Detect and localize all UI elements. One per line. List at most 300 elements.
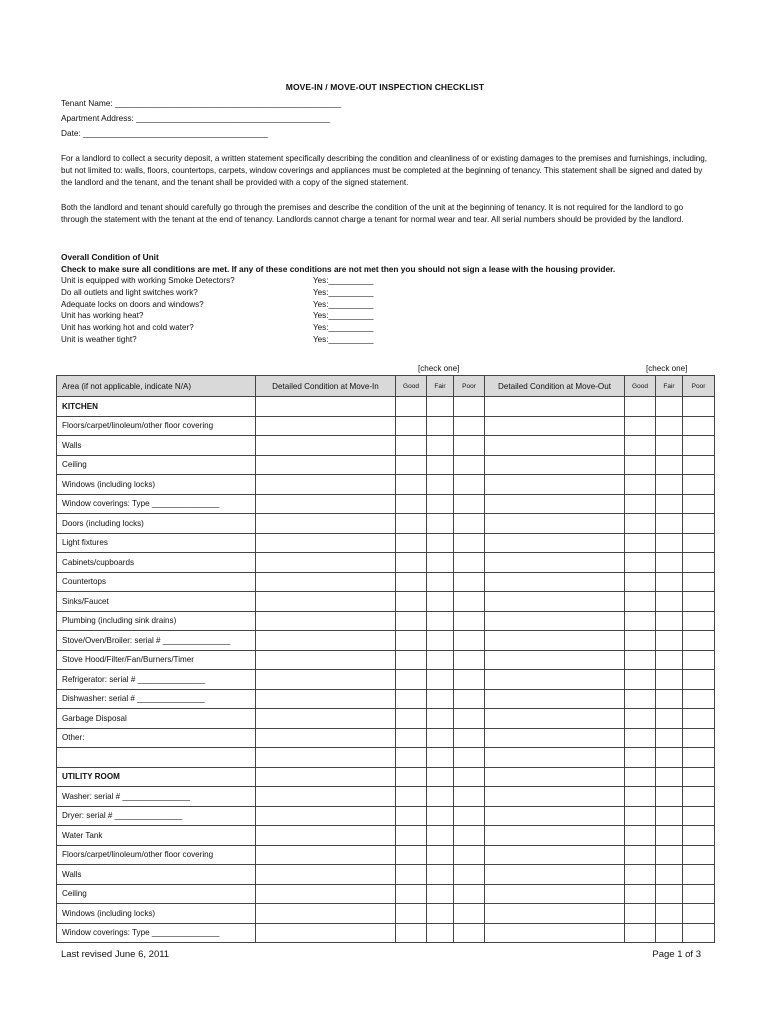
- move-out-good-cell[interactable]: [625, 806, 656, 826]
- move-in-poor-cell[interactable]: [454, 592, 485, 612]
- overall-condition-yes-field[interactable]: Yes:__________: [313, 299, 374, 309]
- move-in-poor-header: Poor: [454, 376, 485, 397]
- tenant-name-field[interactable]: Tenant Name: _________________________________________________: [61, 98, 342, 108]
- move-out-condition-cell[interactable]: [485, 553, 625, 573]
- move-in-poor-cell[interactable]: [454, 787, 485, 807]
- move-in-good-cell[interactable]: [396, 631, 427, 651]
- move-out-good-cell[interactable]: [625, 728, 656, 748]
- move-in-condition-cell[interactable]: [256, 806, 396, 826]
- move-in-poor-cell[interactable]: [454, 631, 485, 651]
- table-row: [57, 826, 715, 846]
- move-out-fair-cell[interactable]: [656, 416, 683, 436]
- move-out-condition-cell[interactable]: [485, 494, 625, 514]
- move-in-good-cell[interactable]: [396, 514, 427, 534]
- move-in-poor-cell[interactable]: [454, 748, 485, 768]
- table-row: [57, 455, 715, 475]
- move-in-good-cell[interactable]: [396, 397, 427, 417]
- move-out-poor-cell[interactable]: [683, 494, 715, 514]
- move-out-condition-cell[interactable]: [485, 416, 625, 436]
- move-in-good-cell[interactable]: [396, 455, 427, 475]
- move-in-good-cell[interactable]: [396, 572, 427, 592]
- move-out-condition-cell[interactable]: [485, 728, 625, 748]
- move-in-fair-cell[interactable]: [427, 455, 454, 475]
- move-out-fair-cell[interactable]: [656, 787, 683, 807]
- move-out-good-cell[interactable]: [625, 845, 656, 865]
- move-in-poor-cell[interactable]: [454, 611, 485, 631]
- move-out-poor-cell[interactable]: [683, 904, 715, 924]
- move-out-poor-cell[interactable]: [683, 806, 715, 826]
- area-label: Walls: [57, 436, 256, 456]
- move-in-condition-cell[interactable]: [256, 904, 396, 924]
- table-row: [57, 611, 715, 631]
- table-row: [57, 806, 715, 826]
- move-in-poor-cell[interactable]: [454, 416, 485, 436]
- check-one-label-move-in: [check one]: [418, 364, 460, 373]
- move-out-good-cell[interactable]: [625, 494, 656, 514]
- move-in-fair-cell[interactable]: [427, 514, 454, 534]
- overall-condition-question: Unit is weather tight?: [61, 335, 137, 344]
- security-deposit-paragraph: For a landlord to collect a security deposit, a written statement specifically describing the condition and cleanliness of or existing damages to the premises and furnishings, including, but not limited to: walls, floors, countertops, carpets, window coverings and appliances must be completed at the beginning of tenancy. This statement shall be signed and dated by the landlord and the tenant, and the tenant shall be provided with a copy of the signed statement.: [61, 154, 708, 187]
- move-in-poor-cell[interactable]: [454, 767, 485, 787]
- move-in-good-cell[interactable]: [396, 689, 427, 709]
- move-out-fair-cell[interactable]: [656, 533, 683, 553]
- table-row: [57, 572, 715, 592]
- area-label: Stove Hood/Filter/Fan/Burners/Timer: [57, 650, 256, 670]
- move-in-condition-cell[interactable]: [256, 884, 396, 904]
- table-row: [57, 923, 715, 943]
- move-in-good-cell[interactable]: [396, 709, 427, 729]
- move-out-fair-cell[interactable]: [656, 767, 683, 787]
- move-in-poor-cell[interactable]: [454, 436, 485, 456]
- move-out-poor-cell[interactable]: [683, 728, 715, 748]
- move-in-condition-cell[interactable]: [256, 845, 396, 865]
- check-one-label-move-out: [check one]: [646, 364, 688, 373]
- move-out-poor-cell[interactable]: [683, 709, 715, 729]
- move-out-fair-cell[interactable]: [656, 884, 683, 904]
- move-in-poor-cell[interactable]: [454, 806, 485, 826]
- move-out-poor-cell[interactable]: [683, 592, 715, 612]
- move-out-fair-cell[interactable]: [656, 553, 683, 573]
- table-row: [57, 533, 715, 553]
- move-in-fair-cell[interactable]: [427, 533, 454, 553]
- move-out-condition-cell[interactable]: [485, 670, 625, 690]
- move-out-fair-cell[interactable]: [656, 397, 683, 417]
- inspection-table: [56, 375, 715, 943]
- move-out-poor-cell[interactable]: [683, 514, 715, 534]
- move-in-good-cell[interactable]: [396, 787, 427, 807]
- move-in-fair-cell[interactable]: [427, 806, 454, 826]
- move-out-good-cell[interactable]: [625, 475, 656, 495]
- move-out-good-cell[interactable]: [625, 436, 656, 456]
- move-in-good-cell[interactable]: [396, 592, 427, 612]
- table-row: [57, 631, 715, 651]
- move-in-fair-cell[interactable]: [427, 865, 454, 885]
- move-out-good-cell[interactable]: [625, 787, 656, 807]
- move-out-condition-cell[interactable]: [485, 904, 625, 924]
- area-column-header: Area (if not applicable, indicate N/A): [57, 376, 256, 397]
- move-in-fair-cell[interactable]: [427, 611, 454, 631]
- move-out-condition-cell[interactable]: [485, 592, 625, 612]
- area-label: Light fixtures: [57, 533, 256, 553]
- move-out-condition-cell[interactable]: [485, 455, 625, 475]
- move-out-poor-cell[interactable]: [683, 553, 715, 573]
- move-out-condition-cell[interactable]: [485, 572, 625, 592]
- area-label: Windows (including locks): [57, 904, 256, 924]
- move-out-fair-cell[interactable]: [656, 631, 683, 651]
- move-out-condition-cell[interactable]: [485, 650, 625, 670]
- move-in-fair-cell[interactable]: [427, 787, 454, 807]
- move-out-fair-cell[interactable]: [656, 650, 683, 670]
- overall-condition-yes-field[interactable]: Yes:__________: [313, 287, 374, 297]
- move-out-poor-cell[interactable]: [683, 533, 715, 553]
- area-label: [57, 748, 256, 768]
- move-out-good-cell[interactable]: [625, 865, 656, 885]
- move-out-good-cell[interactable]: [625, 884, 656, 904]
- move-out-poor-cell[interactable]: [683, 611, 715, 631]
- move-in-fair-cell[interactable]: [427, 650, 454, 670]
- table-row: [57, 689, 715, 709]
- move-out-good-cell[interactable]: [625, 631, 656, 651]
- move-in-good-cell[interactable]: [396, 416, 427, 436]
- move-in-condition-cell[interactable]: [256, 650, 396, 670]
- move-out-good-cell[interactable]: [625, 923, 656, 943]
- move-in-poor-cell[interactable]: [454, 865, 485, 885]
- move-out-condition-cell[interactable]: [485, 611, 625, 631]
- move-in-fair-cell[interactable]: [427, 904, 454, 924]
- move-out-condition-header: Detailed Condition at Move-Out: [485, 376, 625, 397]
- move-out-condition-cell[interactable]: [485, 709, 625, 729]
- overall-condition-question: Unit is equipped with working Smoke Detectors?: [61, 276, 235, 285]
- area-label: Other:: [57, 728, 256, 748]
- move-out-condition-cell[interactable]: [485, 865, 625, 885]
- move-out-fair-cell[interactable]: [656, 514, 683, 534]
- overall-condition-instructions: Check to make sure all conditions are met. If any of these conditions are not met then you should not sign a lease with the housing provider.: [61, 264, 616, 274]
- move-out-poor-cell[interactable]: [683, 436, 715, 456]
- move-in-condition-cell[interactable]: [256, 533, 396, 553]
- move-in-fair-cell[interactable]: [427, 767, 454, 787]
- table-row: [57, 553, 715, 573]
- move-in-fair-cell[interactable]: [427, 728, 454, 748]
- move-in-poor-cell[interactable]: [454, 650, 485, 670]
- overall-condition-question: Adequate locks on doors and windows?: [61, 299, 204, 309]
- overall-condition-yes-field[interactable]: Yes:__________: [313, 276, 374, 285]
- move-out-fair-cell[interactable]: [656, 475, 683, 495]
- move-out-fair-cell[interactable]: [656, 455, 683, 475]
- move-out-condition-cell[interactable]: [485, 475, 625, 495]
- move-in-condition-cell[interactable]: [256, 475, 396, 495]
- move-in-poor-cell[interactable]: [454, 923, 485, 943]
- move-in-condition-cell[interactable]: [256, 611, 396, 631]
- move-in-poor-cell[interactable]: [454, 845, 485, 865]
- move-in-poor-cell[interactable]: [454, 884, 485, 904]
- move-out-poor-cell[interactable]: [683, 923, 715, 943]
- move-in-fair-cell[interactable]: [427, 748, 454, 768]
- move-in-good-cell[interactable]: [396, 845, 427, 865]
- table-row: [57, 865, 715, 885]
- move-out-fair-cell[interactable]: [656, 689, 683, 709]
- move-in-poor-cell[interactable]: [454, 572, 485, 592]
- move-out-fair-cell[interactable]: [656, 904, 683, 924]
- move-out-poor-cell[interactable]: [683, 884, 715, 904]
- move-in-poor-cell[interactable]: [454, 397, 485, 417]
- move-in-condition-cell[interactable]: [256, 416, 396, 436]
- page-number: Page 1 of 3: [652, 949, 701, 960]
- area-label: Window coverings: Type _______________: [57, 494, 256, 514]
- overall-condition-question: Unit has working heat?: [61, 311, 144, 321]
- move-out-poor-cell[interactable]: [683, 670, 715, 690]
- section-title: KITCHEN: [57, 397, 256, 417]
- move-out-condition-cell[interactable]: [485, 787, 625, 807]
- move-in-condition-cell[interactable]: [256, 572, 396, 592]
- overall-condition-yes-field[interactable]: Yes:__________: [313, 323, 374, 333]
- move-out-good-cell[interactable]: [625, 397, 656, 417]
- move-out-condition-cell[interactable]: [485, 436, 625, 456]
- move-in-fair-cell[interactable]: [427, 397, 454, 417]
- move-out-poor-cell[interactable]: [683, 650, 715, 670]
- move-in-poor-cell[interactable]: [454, 514, 485, 534]
- move-in-good-cell[interactable]: [396, 904, 427, 924]
- inspection-paragraph: Both the landlord and tenant should carefully go through the premises and describe the condition of the unit at the beginning of tenancy. It is not required for the landlord to go through the statement with the tenant at the end of tenancy. Landlords cannot charge a tenant for normal wear and tear. All serial numbers should be provided by the landlord.: [61, 203, 684, 224]
- area-label: Garbage Disposal: [57, 709, 256, 729]
- move-out-poor-cell[interactable]: [683, 397, 715, 417]
- area-label: Dryer: serial # _______________: [57, 806, 256, 826]
- move-out-good-cell[interactable]: [625, 748, 656, 768]
- move-in-good-cell[interactable]: [396, 533, 427, 553]
- move-in-condition-cell[interactable]: [256, 865, 396, 885]
- move-in-condition-cell[interactable]: [256, 826, 396, 846]
- area-label: Walls: [57, 865, 256, 885]
- move-in-fair-cell[interactable]: [427, 592, 454, 612]
- area-label: Water Tank: [57, 826, 256, 846]
- move-in-condition-header: Detailed Condition at Move-In: [256, 376, 396, 397]
- move-out-fair-cell[interactable]: [656, 806, 683, 826]
- area-label: Ceiling: [57, 455, 256, 475]
- move-out-condition-cell[interactable]: [485, 514, 625, 534]
- move-in-poor-cell[interactable]: [454, 475, 485, 495]
- move-out-condition-cell[interactable]: [485, 748, 625, 768]
- area-label: Window coverings: Type _______________: [57, 923, 256, 943]
- move-in-good-cell[interactable]: [396, 436, 427, 456]
- move-in-poor-cell[interactable]: [454, 494, 485, 514]
- move-out-poor-cell[interactable]: [683, 689, 715, 709]
- move-out-fair-cell[interactable]: [656, 670, 683, 690]
- move-in-fair-cell[interactable]: [427, 670, 454, 690]
- move-in-condition-cell[interactable]: [256, 923, 396, 943]
- move-out-good-cell[interactable]: [625, 709, 656, 729]
- move-in-good-cell[interactable]: [396, 650, 427, 670]
- move-in-poor-cell[interactable]: [454, 533, 485, 553]
- move-in-condition-cell[interactable]: [256, 514, 396, 534]
- move-in-good-cell[interactable]: [396, 728, 427, 748]
- overall-condition-yes-field[interactable]: Yes:__________: [313, 311, 374, 321]
- move-out-condition-cell[interactable]: [485, 689, 625, 709]
- move-out-poor-cell[interactable]: [683, 455, 715, 475]
- move-in-condition-cell[interactable]: [256, 767, 396, 787]
- move-out-fair-cell[interactable]: [656, 436, 683, 456]
- move-in-condition-cell[interactable]: [256, 592, 396, 612]
- table-row: [57, 494, 715, 514]
- move-in-condition-cell[interactable]: [256, 397, 396, 417]
- move-in-good-cell[interactable]: [396, 553, 427, 573]
- move-in-fair-cell[interactable]: [427, 826, 454, 846]
- table-row: [57, 650, 715, 670]
- table-row: [57, 728, 715, 748]
- move-in-poor-cell[interactable]: [454, 904, 485, 924]
- move-in-fair-cell[interactable]: [427, 709, 454, 729]
- move-out-poor-cell[interactable]: [683, 826, 715, 846]
- move-in-good-cell[interactable]: [396, 494, 427, 514]
- move-out-good-cell[interactable]: [625, 416, 656, 436]
- move-out-good-cell[interactable]: [625, 904, 656, 924]
- table-row: [57, 845, 715, 865]
- overall-condition-heading: Overall Condition of Unit: [61, 252, 159, 262]
- move-in-poor-cell[interactable]: [454, 709, 485, 729]
- move-in-fair-cell[interactable]: [427, 572, 454, 592]
- table-row: [57, 514, 715, 534]
- move-out-poor-cell[interactable]: [683, 787, 715, 807]
- area-label: Ceiling: [57, 884, 256, 904]
- move-out-good-cell[interactable]: [625, 767, 656, 787]
- move-out-fair-cell[interactable]: [656, 923, 683, 943]
- move-in-poor-cell[interactable]: [454, 689, 485, 709]
- move-out-poor-cell[interactable]: [683, 475, 715, 495]
- table-row: [57, 436, 715, 456]
- move-out-fair-cell[interactable]: [656, 826, 683, 846]
- area-label: Sinks/Faucet: [57, 592, 256, 612]
- move-out-condition-cell[interactable]: [485, 826, 625, 846]
- overall-condition-yes-field[interactable]: Yes:__________: [313, 335, 374, 344]
- table-row: [57, 904, 715, 924]
- move-out-poor-cell[interactable]: [683, 416, 715, 436]
- move-out-good-cell[interactable]: [625, 689, 656, 709]
- move-in-condition-cell[interactable]: [256, 436, 396, 456]
- move-in-fair-cell[interactable]: [427, 475, 454, 495]
- move-in-condition-cell[interactable]: [256, 728, 396, 748]
- move-out-condition-cell[interactable]: [485, 806, 625, 826]
- move-out-fair-cell[interactable]: [656, 748, 683, 768]
- move-in-poor-cell[interactable]: [454, 670, 485, 690]
- table-row: [57, 884, 715, 904]
- move-in-poor-cell[interactable]: [454, 455, 485, 475]
- area-label: Floors/carpet/linoleum/other floor covering: [57, 845, 256, 865]
- move-in-fair-cell[interactable]: [427, 631, 454, 651]
- move-in-good-cell[interactable]: [396, 475, 427, 495]
- move-out-fair-cell[interactable]: [656, 611, 683, 631]
- move-in-condition-cell[interactable]: [256, 455, 396, 475]
- move-out-good-cell[interactable]: [625, 514, 656, 534]
- move-out-good-cell[interactable]: [625, 826, 656, 846]
- move-out-good-header: Good: [625, 376, 656, 397]
- area-label: Refrigerator: serial # _______________: [57, 670, 256, 690]
- move-in-good-header: Good: [396, 376, 427, 397]
- move-in-fair-cell[interactable]: [427, 436, 454, 456]
- move-in-poor-cell[interactable]: [454, 728, 485, 748]
- move-in-good-cell[interactable]: [396, 767, 427, 787]
- move-out-good-cell[interactable]: [625, 611, 656, 631]
- move-out-condition-cell[interactable]: [485, 533, 625, 553]
- move-in-good-cell[interactable]: [396, 865, 427, 885]
- move-out-condition-cell[interactable]: [485, 397, 625, 417]
- move-out-condition-cell[interactable]: [485, 845, 625, 865]
- move-in-condition-cell[interactable]: [256, 553, 396, 573]
- move-out-fair-cell[interactable]: [656, 728, 683, 748]
- move-in-fair-header: Fair: [427, 376, 454, 397]
- move-out-good-cell[interactable]: [625, 455, 656, 475]
- move-in-condition-cell[interactable]: [256, 494, 396, 514]
- move-out-poor-cell[interactable]: [683, 767, 715, 787]
- move-out-condition-cell[interactable]: [485, 884, 625, 904]
- move-out-poor-cell[interactable]: [683, 748, 715, 768]
- table-row: [57, 709, 715, 729]
- move-out-fair-cell[interactable]: [656, 865, 683, 885]
- table-row: [57, 670, 715, 690]
- move-out-poor-cell[interactable]: [683, 572, 715, 592]
- move-in-fair-cell[interactable]: [427, 923, 454, 943]
- move-in-fair-cell[interactable]: [427, 845, 454, 865]
- move-out-good-cell[interactable]: [625, 533, 656, 553]
- area-label: Doors (including locks): [57, 514, 256, 534]
- move-in-good-cell[interactable]: [396, 748, 427, 768]
- area-label: Floors/carpet/linoleum/other floor covering: [57, 416, 256, 436]
- move-in-good-cell[interactable]: [396, 923, 427, 943]
- move-in-condition-cell[interactable]: [256, 709, 396, 729]
- page-title: MOVE-IN / MOVE-OUT INSPECTION CHECKLIST: [285, 82, 485, 92]
- move-out-good-cell[interactable]: [625, 572, 656, 592]
- move-in-condition-cell[interactable]: [256, 748, 396, 768]
- move-out-good-cell[interactable]: [625, 553, 656, 573]
- table-section-row: [57, 767, 715, 787]
- move-in-poor-cell[interactable]: [454, 826, 485, 846]
- move-out-good-cell[interactable]: [625, 592, 656, 612]
- move-in-good-cell[interactable]: [396, 806, 427, 826]
- move-out-fair-cell[interactable]: [656, 845, 683, 865]
- move-in-fair-cell[interactable]: [427, 884, 454, 904]
- table-header-row: [57, 376, 715, 397]
- move-in-good-cell[interactable]: [396, 884, 427, 904]
- move-out-condition-cell[interactable]: [485, 631, 625, 651]
- move-out-poor-cell[interactable]: [683, 631, 715, 651]
- move-out-fair-header: Fair: [656, 376, 683, 397]
- overall-condition-question: Do all outlets and light switches work?: [61, 287, 198, 297]
- table-row: [57, 748, 715, 768]
- move-out-fair-cell[interactable]: [656, 494, 683, 514]
- move-out-condition-cell[interactable]: [485, 767, 625, 787]
- move-in-good-cell[interactable]: [396, 670, 427, 690]
- move-in-fair-cell[interactable]: [427, 689, 454, 709]
- move-in-good-cell[interactable]: [396, 611, 427, 631]
- date-field[interactable]: Date: ________________________________________: [61, 128, 268, 138]
- area-label: Plumbing (including sink drains): [57, 611, 256, 631]
- apartment-address-field[interactable]: Apartment Address: __________________________________________: [61, 113, 330, 123]
- move-in-fair-cell[interactable]: [427, 553, 454, 573]
- move-out-poor-cell[interactable]: [683, 845, 715, 865]
- move-out-poor-cell[interactable]: [683, 865, 715, 885]
- move-in-condition-cell[interactable]: [256, 787, 396, 807]
- move-in-condition-cell[interactable]: [256, 631, 396, 651]
- move-in-condition-cell[interactable]: [256, 689, 396, 709]
- move-in-poor-cell[interactable]: [454, 553, 485, 573]
- move-out-fair-cell[interactable]: [656, 592, 683, 612]
- move-out-fair-cell[interactable]: [656, 709, 683, 729]
- move-out-good-cell[interactable]: [625, 650, 656, 670]
- move-out-condition-cell[interactable]: [485, 923, 625, 943]
- move-in-fair-cell[interactable]: [427, 416, 454, 436]
- move-in-good-cell[interactable]: [396, 826, 427, 846]
- move-out-good-cell[interactable]: [625, 670, 656, 690]
- move-out-fair-cell[interactable]: [656, 572, 683, 592]
- move-in-fair-cell[interactable]: [427, 494, 454, 514]
- move-in-condition-cell[interactable]: [256, 670, 396, 690]
